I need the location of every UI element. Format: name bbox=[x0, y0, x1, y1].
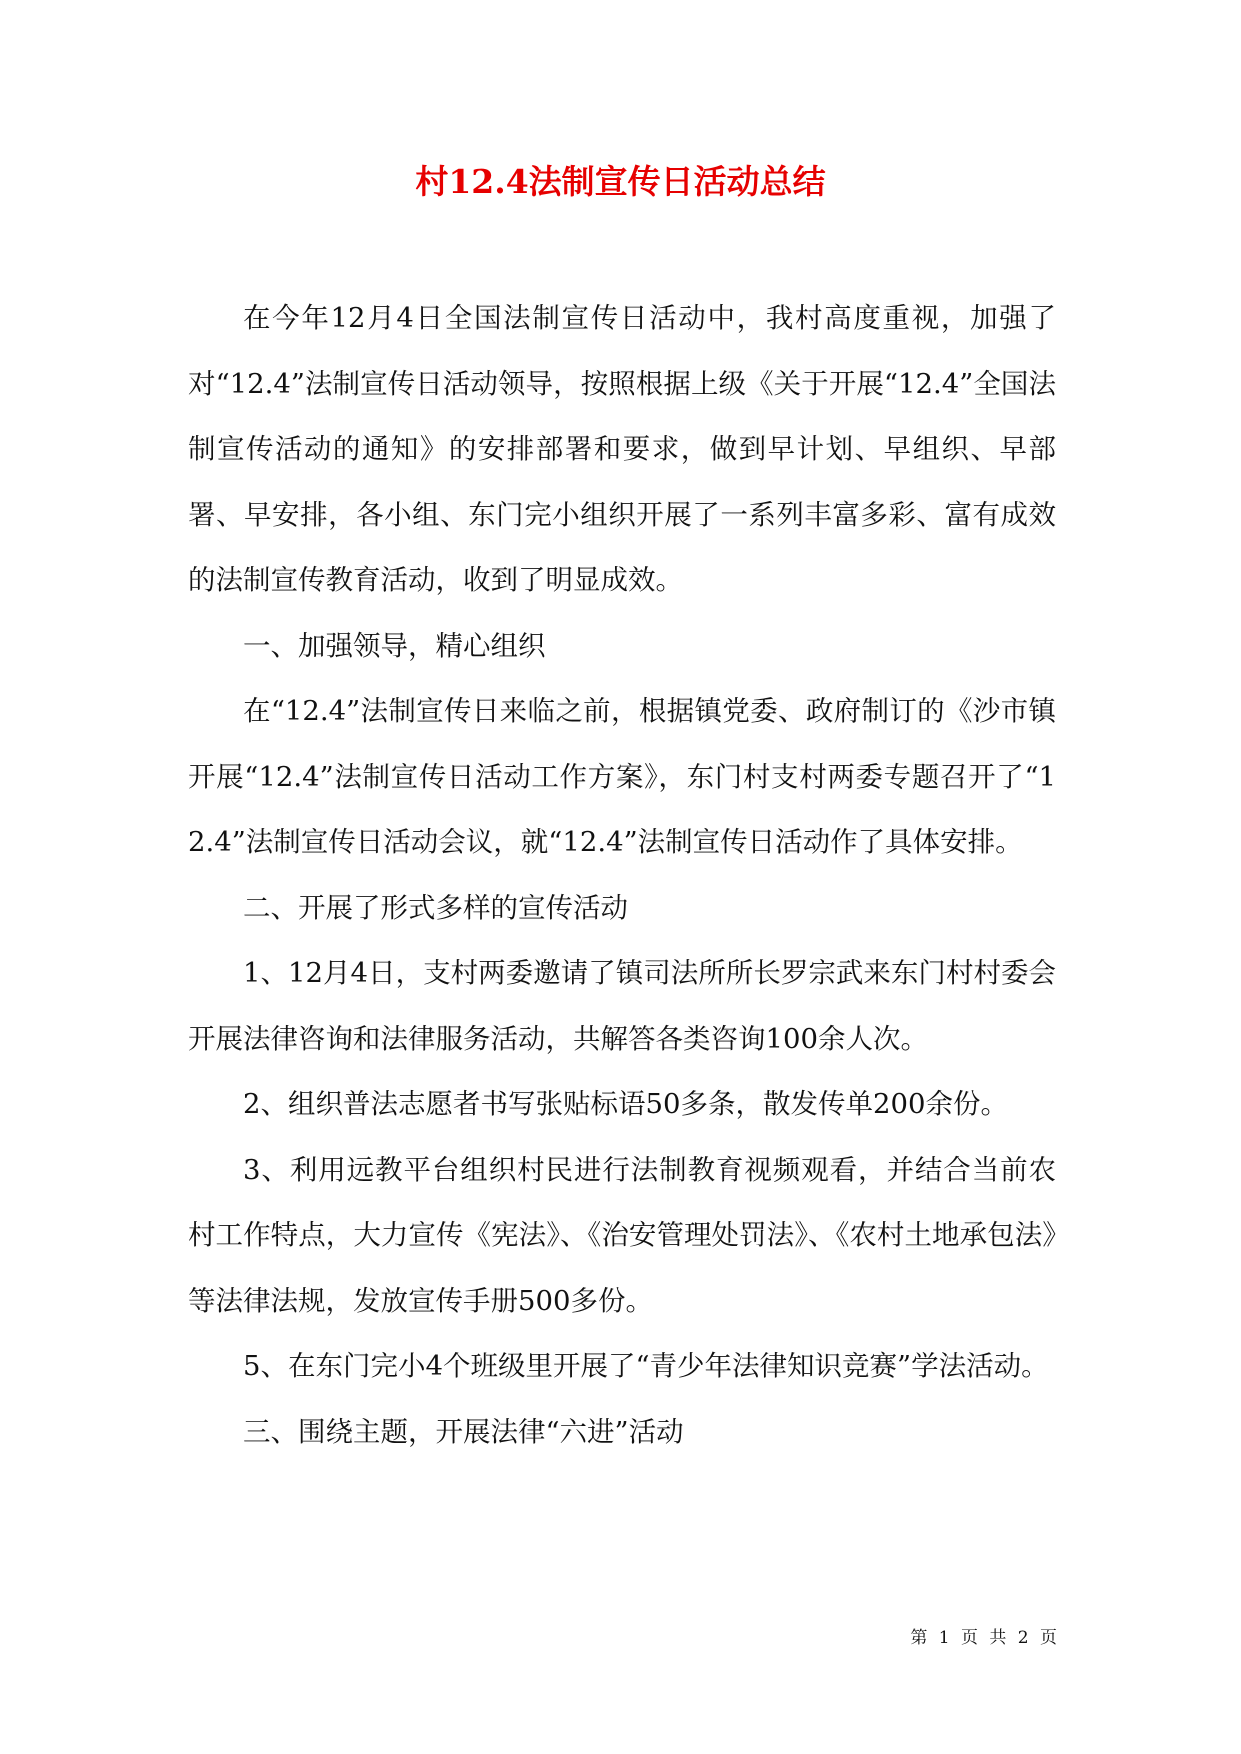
list-item-2: 2、组织普法志愿者书写张贴标语50多条，散发传单200余份。 bbox=[243, 1088, 1008, 1120]
document-title: 村12.4法制宣传日活动总结 bbox=[415, 162, 826, 201]
section-heading-1: 一、加强领导，精心组织 bbox=[243, 629, 546, 662]
section-heading-3: 三、围绕主题，开展法律“六进”活动 bbox=[243, 1415, 684, 1448]
page-number: 第 1 页 共 2 页 bbox=[910, 1628, 1060, 1648]
list-item-1: 1、12月4日，支村两委邀请了镇司法所所长罗宗武来东门村村委会开展法律咨询和法律服务活动，共解答各类咨询100余人次。 bbox=[188, 957, 1056, 1055]
paragraph-section-1: 在“12.4”法制宣传日来临之前，根据镇党委、政府制订的《沙市镇开展“12.4”法制宣传日活动工作方案》，东门村支村两委专题召开了“12.4”法制宣传日活动会议，就“12.4”法制宣传日活动作了具体安排。 bbox=[188, 695, 1056, 858]
list-item-3: 3、利用远教平台组织村民进行法制教育视频观看，并结合当前农村工作特点，大力宣传《宪法》、《治安管理处罚法》、《农村土地承包法》等法律法规，发放宣传手册500多份。 bbox=[188, 1153, 1056, 1317]
list-item-5: 5、在东门完小4个班级里开展了“青少年法律知识竞赛”学法活动。 bbox=[243, 1350, 1049, 1382]
document-body bbox=[188, 286, 1056, 1465]
section-heading-2: 二、开展了形式多样的宣传活动 bbox=[243, 891, 628, 924]
paragraph-intro: 在今年12月4日全国法制宣传日活动中，我村高度重视，加强了对“12.4”法制宣传日活动领导，按照根据上级《关于开展“12.4”全国法制宣传活动的通知》的安排部署和要求，做到早计划、早组织、早部署、早安排，各小组、东门完小组织开展了一系列丰富多彩、富有成效的法制宣传教育活动，收到了明显成效。 bbox=[188, 302, 1056, 596]
